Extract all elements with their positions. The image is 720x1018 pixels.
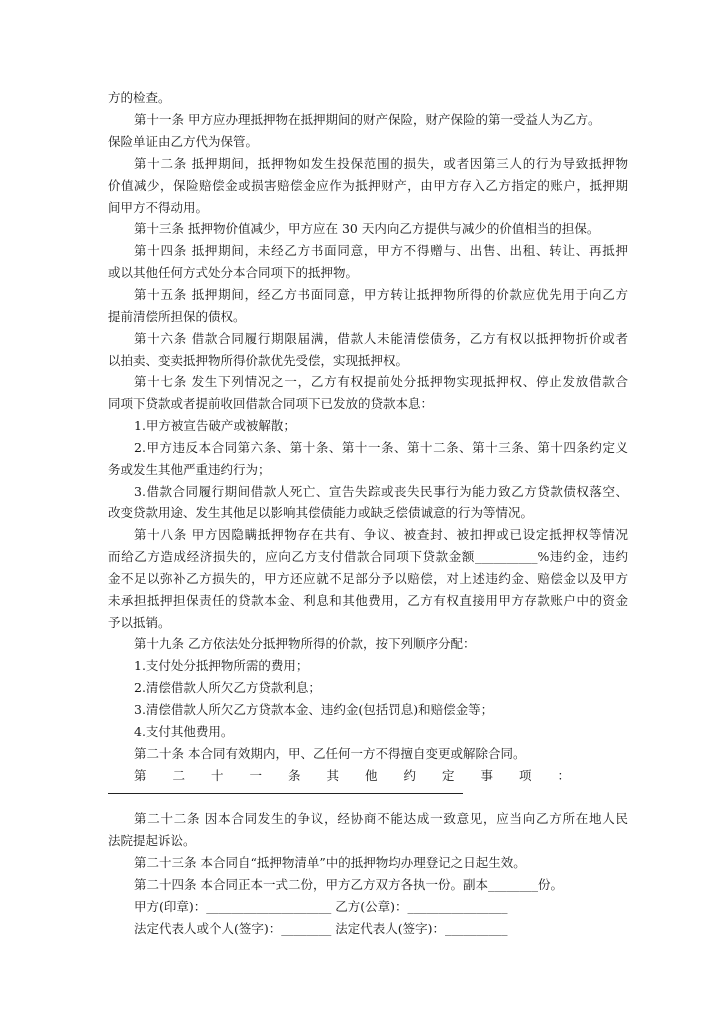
article-24: 第二十四条 本合同正本一式二份，甲方乙方双方各执一份。副本________份。 (134, 877, 563, 892)
article-16: 第十六条 借款合同履行期限届满，借款人未能清偿债务，乙方有权以抵押物折价或者 (134, 331, 628, 346)
article-21: 第二十一条其他约定事项： (134, 768, 597, 783)
text-line: 保险单证由乙方代为保管。 (108, 134, 259, 149)
article-11: 第十一条 甲方应办理抵押物在抵押期间的财产保险，财产保险的第一受益人为乙方。 (134, 112, 601, 127)
article-22: 第二十二条 因本合同发生的争议，经协商不能达成一致意见，应当向乙方所在地人民 (134, 811, 628, 826)
text-line: 方的检查。 (108, 90, 171, 105)
list-item: 2.甲方违反本合同第六条、第十条、第十一条、第十二条、第十三条、第十四条约定义 (134, 440, 628, 455)
list-item: 3.借款合同履行期间借款人死亡、宣告失踪或丧失民事行为能力致乙方贷款债权落空、 (134, 484, 628, 499)
blank-fill-line (108, 793, 463, 794)
list-item: 4.支付其他费用。 (134, 724, 234, 739)
article-14: 第十四条 抵押期间，未经乙方书面同意，甲方不得赠与、出售、出租、转让、再抵押 (134, 243, 628, 258)
text-line: 提前清偿所担保的债权。 (108, 309, 246, 324)
signature-line-seals: 甲方(印章)：____________________ 乙方(公章)：________________ (134, 899, 508, 914)
text-line: 务或发生其他严重违约行为； (108, 462, 271, 477)
article-17: 第十七条 发生下列情况之一，乙方有权提前处分抵押物实现抵押权、停止发放借款合 (134, 374, 628, 389)
article-20: 第二十条 本合同有效期内，甲、乙任何一方不得擅自变更或解除合同。 (134, 746, 526, 761)
list-item: 1.甲方被宣告破产或被解散； (134, 418, 296, 433)
list-item: 2.清偿借款人所欠乙方贷款利息； (134, 680, 321, 695)
article-23: 第二十三条 本合同自“抵押物清单”中的抵押物均办理登记之日起生效。 (134, 855, 526, 870)
signature-line-representatives: 法定代表人或个人(签字)：________ 法定代表人(签字)：__________ (134, 921, 508, 936)
article-12: 第十二条 抵押期间，抵押物如发生投保范围的损失，或者因第三人的行为导致抵押物 (134, 156, 628, 171)
text-line: 未承担抵押担保责任的贷款本金、利息和其他费用，乙方有权直接用甲方存款账户中的资金 (108, 593, 628, 608)
text-line: 金不足以弥补乙方损失的，甲方还应就不足部分予以赔偿，对上述违约金、赔偿金以及甲方 (108, 571, 628, 586)
text-line: 或以其他任何方式处分本合同项下的抵押物。 (108, 265, 359, 280)
list-item: 3.清偿借款人所欠乙方贷款本金、违约金(包括罚息)和赔偿金等； (134, 702, 494, 717)
text-line: 以拍卖、变卖抵押物所得价款优先受偿，实现抵押权。 (108, 353, 409, 368)
article-18: 第十八条 甲方因隐瞒抵押物存在共有、争议、被查封、被扣押或已设定抵押权等情况 (134, 527, 628, 542)
text-line: 而给乙方造成经济损失的，应向乙方支付借款合同项下贷款金额__________%违约金，违约 (108, 549, 628, 564)
list-item: 1.支付处分抵押物所需的费用； (134, 658, 309, 673)
text-line: 予以抵销。 (108, 615, 171, 630)
article-15: 第十五条 抵押期间，经乙方书面同意，甲方转让抵押物所得的价款应优先用于向乙方 (134, 287, 628, 302)
article-13: 第十三条 抵押物价值减少，甲方应在 30 天内向乙方提供与减少的价值相当的担保。 (134, 221, 600, 236)
text-line: 间甲方不得动用。 (108, 200, 209, 215)
text-line: 同项下贷款或者提前收回借款合同项下已发放的贷款本息： (108, 396, 434, 411)
text-line: 改变贷款用途、发生其他足以影响其偿债能力或缺乏偿债诚意的行为等情况。 (108, 505, 534, 520)
text-line: 价值减少，保险赔偿金或损害赔偿金应作为抵押财产，由甲方存入乙方指定的账户，抵押期 (108, 178, 628, 193)
article-19: 第十九条 乙方依法处分抵押物所得的价款，按下列顺序分配： (134, 636, 476, 651)
text-line: 法院提起诉讼。 (108, 833, 196, 848)
